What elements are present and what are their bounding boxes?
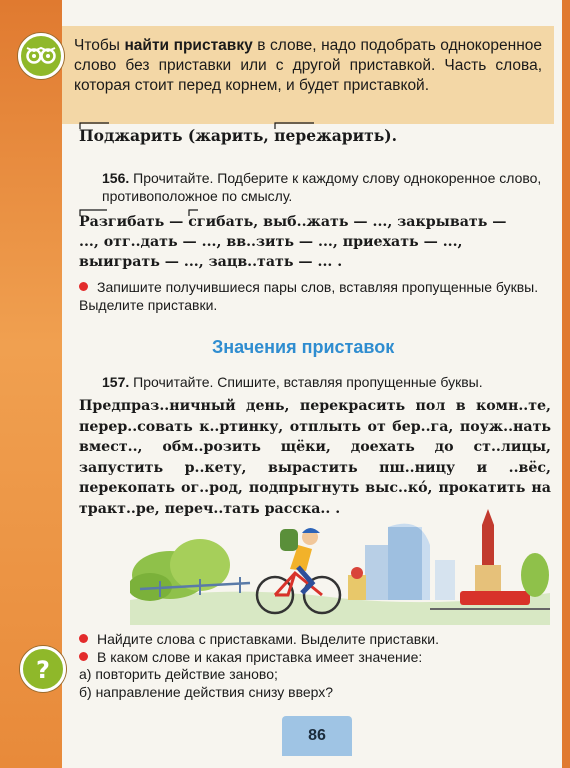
ex157-text: Предпраз..ничный день, перекрасить пол в комн..те, перер..совать к..ртинку, отплыть от бер..га, поуж..нать вмест.., обм..розить щёки, доехать до ст..лицы, запустить р..кету, вырастить пш..ницу и ..вёс, перекопать ог..род, подпрыгнуть выс..кó, прокатить на тракт..ре, переч..тать расска.. .	[79, 398, 551, 517]
ex156-task: 156. Прочитайте. Подберите к каждому слову однокоренное слово, противоположное по смыслу.	[102, 170, 542, 204]
rule-box	[62, 26, 554, 124]
section-title: Значения приставок	[212, 337, 395, 357]
ex156-line2: ..., отг..дать — ..., вв..зить — ..., приехать — ...,	[79, 234, 463, 250]
ex156-bullet: Запишите получившиеся пары слов, вставляя пропущенные буквы. Выделите приставки.	[79, 279, 539, 313]
cyclist-illustration	[130, 505, 550, 625]
question-1: Найдите слова с приставками. Выделите приставки.	[79, 631, 549, 649]
question-mark-icon	[20, 646, 66, 692]
rule-example: Поджарить (жарить, пережарить).	[79, 126, 549, 145]
questions-block	[79, 631, 549, 701]
page-number: 86	[282, 716, 352, 756]
owl-icon	[18, 33, 64, 79]
question-2: В каком слове и какая приставка имеет значение:	[79, 649, 549, 667]
svg-text:?: ?	[36, 656, 50, 684]
bullet-icon	[79, 634, 88, 643]
ex156-words	[79, 212, 549, 272]
rule-text: Чтобы найти приставку в слове, надо подобрать однокоренное слово без приставки или с другой приставкой. Часть слова, которая стоит перед корнем, и будет приставкой.	[74, 37, 542, 94]
answer-a: а) повторить действие заново;	[79, 666, 278, 682]
ex156-line3: выиграть — ..., зацв..тать — ... .	[79, 254, 343, 270]
bullet-icon	[79, 652, 88, 661]
ex157-task: 157. Прочитайте. Спишите, вставляя пропущенные буквы.	[102, 374, 483, 390]
ex156-line1: Разгибать — сгибать, выб..жать — ..., закрывать —	[79, 212, 549, 232]
answer-b: б) направление действия снизу вверх?	[79, 683, 334, 700]
bullet-icon	[79, 282, 88, 291]
